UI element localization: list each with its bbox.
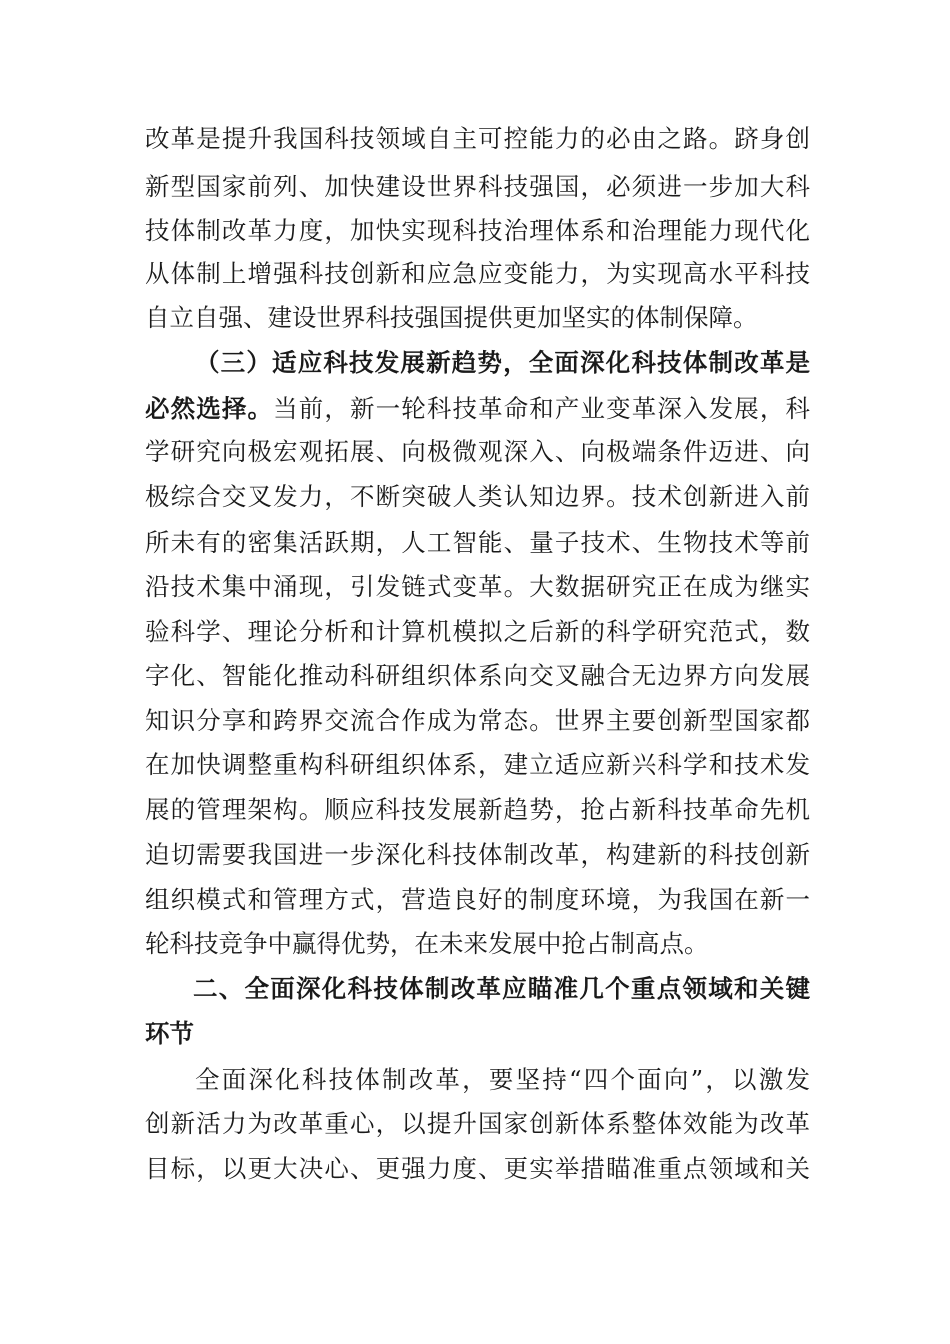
- paragraph-line: 创新活力为改革重心，以提升国家创新体系整体效能为改革: [145, 1109, 810, 1138]
- paragraph-line: 所未有的密集活跃期，人工智能、量子技术、生物技术等前: [145, 528, 810, 557]
- section-heading-end: 必然选择。: [145, 394, 274, 423]
- paragraph-line: 在加快调整重构科研组织体系，建立适应新兴科学和技术发: [145, 750, 810, 779]
- paragraph-line: 技体制改革力度，加快实现科技治理体系和治理能力现代化: [145, 216, 810, 245]
- paragraph-line: 字化、智能化推动科研组织体系向交叉融合无边界方向发展: [145, 661, 810, 690]
- section-heading: （三）适应科技发展新趋势，全面深化科技体制改革是: [195, 348, 810, 377]
- part-heading-continuation: 环节: [145, 1019, 194, 1048]
- part-heading: 二、全面深化科技体制改革应瞄准几个重点领域和关键: [193, 974, 810, 1003]
- paragraph-line: 全面深化科技体制改革，要坚持“四个面向”，以激发: [195, 1065, 810, 1094]
- paragraph-line: 轮科技竞争中赢得优势，在未来发展中抢占制高点。: [145, 929, 709, 958]
- paragraph-line: 从体制上增强科技创新和应急应变能力，为实现高水平科技: [145, 259, 810, 288]
- paragraph-line: 沿技术集中涌现，引发链式变革。大数据研究正在成为继实: [145, 572, 810, 601]
- paragraph-line: 目标，以更大决心、更强力度、更实举措瞄准重点领域和关: [145, 1154, 810, 1183]
- paragraph-line: 知识分享和跨界交流合作成为常态。世界主要创新型国家都: [145, 706, 810, 735]
- section-heading-continuation: [145, 385, 810, 433]
- paragraph-line: 展的管理架构。顺应科技发展新趋势，抢占新科技革命先机: [145, 795, 810, 824]
- paragraph-line: 新型国家前列、加快建设世界科技强国，必须进一步加大科: [145, 172, 810, 201]
- paragraph-line: 验科学、理论分析和计算机模拟之后新的科学研究范式，数: [145, 617, 810, 646]
- paragraph-line: 极综合交叉发力，不断突破人类认知边界。技术创新进入前: [145, 482, 810, 511]
- paragraph-line: 迫切需要我国进一步深化科技体制改革，构建新的科技创新: [145, 840, 810, 869]
- paragraph-line: 组织模式和管理方式，营造良好的制度环境，为我国在新一: [145, 885, 810, 914]
- section-text-start: 当前，新一轮科技革命和产业变革深入发展，科: [273, 394, 811, 423]
- paragraph-line: 改革是提升我国科技领域自主可控能力的必由之路。跻身创: [145, 124, 810, 153]
- paragraph-line: 学研究向极宏观拓展、向极微观深入、向极端条件迈进、向: [145, 437, 810, 466]
- paragraph-line: 自立自强、建设世界科技强国提供更加坚实的体制保障。: [145, 303, 758, 332]
